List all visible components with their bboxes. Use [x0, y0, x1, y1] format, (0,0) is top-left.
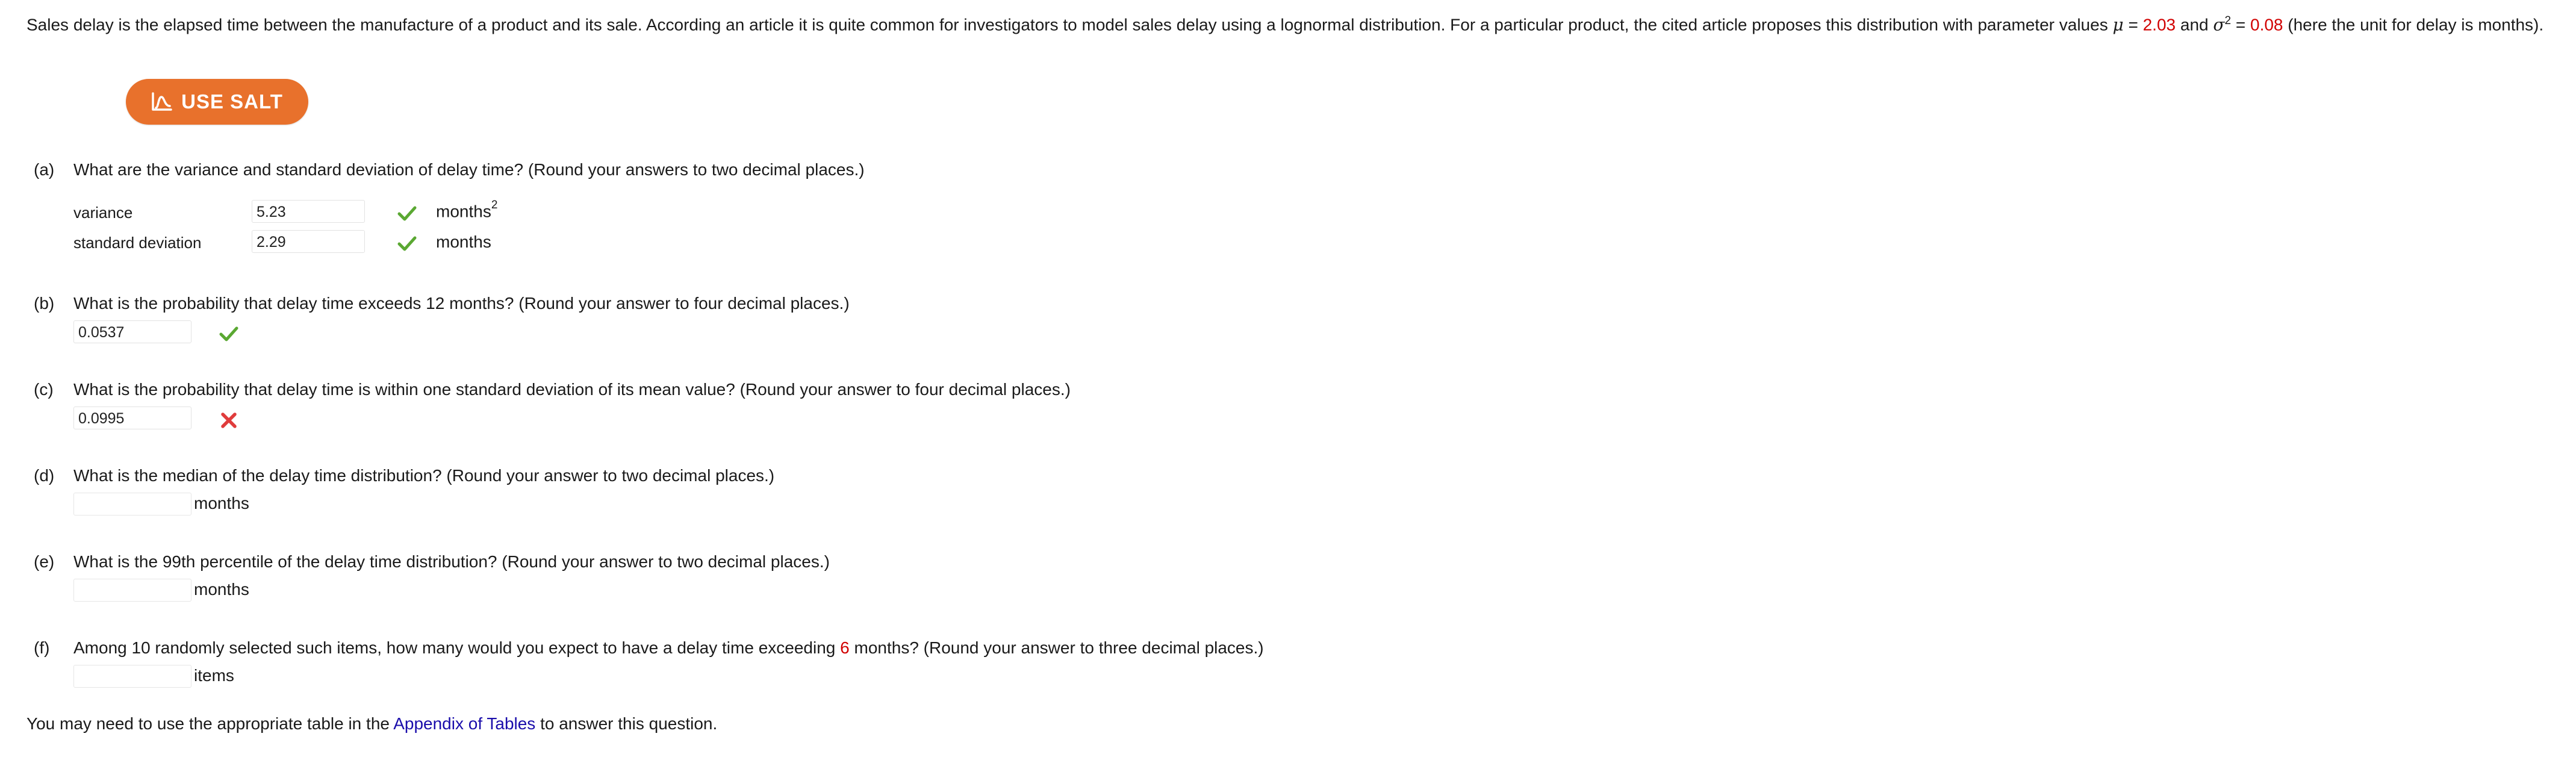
- use-salt-button[interactable]: [126, 79, 308, 125]
- sigma-symbol: σ: [2213, 14, 2225, 35]
- variance-unit-sup: 2: [491, 199, 498, 211]
- question-page: [26, 8, 2562, 733]
- part-f-highlight: 6: [840, 638, 850, 657]
- part-e-letter: (e): [34, 552, 55, 571]
- part-c-letter: (c): [34, 380, 54, 399]
- sigma-superscript: 2: [2224, 14, 2232, 27]
- part-b-input[interactable]: 0.0537: [73, 320, 191, 343]
- part-a-question: What are the variance and standard deviation of delay time? (Round your answers to two decimal places.): [73, 160, 865, 179]
- problem-statement: [26, 8, 2556, 37]
- salt-chart-icon: [151, 92, 173, 112]
- part-d-question: What is the median of the delay time distribution? (Round your answer to two decimal places.): [73, 466, 775, 485]
- appendix-of-tables-link[interactable]: Appendix of Tables: [393, 714, 536, 733]
- variance-unit: [436, 201, 497, 221]
- correct-check-icon: [396, 232, 418, 254]
- part-d-letter: (d): [34, 466, 55, 485]
- part-b-letter: (b): [34, 294, 55, 313]
- correct-check-icon: [396, 202, 418, 224]
- part-c-question: What is the probability that delay time is within one standard deviation of its mean value? (Round your answer to four decimal places.): [73, 380, 1071, 399]
- part-e-question: What is the 99th percentile of the delay time distribution? (Round your answer to two decimal places.): [73, 552, 830, 571]
- part-e-unit: months: [194, 580, 249, 599]
- mu-value: 2.03: [2142, 15, 2176, 34]
- std-dev-input[interactable]: 2.29: [252, 230, 365, 253]
- part-a-letter: (a): [34, 160, 55, 179]
- std-dev-label: standard deviation: [73, 234, 202, 252]
- incorrect-x-icon: [218, 410, 240, 431]
- correct-check-icon: [218, 323, 240, 344]
- intro-text-2: (here the unit for delay is months).: [2283, 15, 2544, 34]
- part-f-question-pre: Among 10 randomly selected such items, how many would you expect to have a delay time exceeding: [73, 638, 841, 657]
- sigma-value: 0.08: [2250, 15, 2283, 34]
- footer-note: [26, 714, 717, 734]
- equals-sign-2: =: [2231, 15, 2250, 34]
- variance-label: variance: [73, 204, 133, 222]
- part-d-unit: months: [194, 494, 249, 512]
- part-c-input[interactable]: 0.0995: [73, 406, 191, 429]
- use-salt-label: USE SALT: [181, 90, 283, 113]
- part-b-question: What is the probability that delay time exceeds 12 months? (Round your answer to four decimal places.): [73, 294, 850, 313]
- footer-pre: You may need to use the appropriate table in the: [26, 714, 394, 733]
- part-f-letter: (f): [34, 638, 50, 657]
- intro-text-1: Sales delay is the elapsed time between the manufacture of a product and its sale. According an article it is quite common for investigators to model sales delay using a lognormal distribution. For a particular product, the cited article proposes this distribution with parameter values: [26, 15, 2113, 34]
- footer-post: to answer this question.: [535, 714, 718, 733]
- part-f-question-post: months? (Round your answer to three decimal places.): [849, 638, 1264, 657]
- variance-input[interactable]: 5.23: [252, 200, 365, 223]
- variance-unit-text: months: [436, 202, 491, 221]
- and-text: and: [2176, 15, 2214, 34]
- mu-symbol: μ: [2112, 14, 2124, 35]
- part-f-question: [73, 637, 1264, 659]
- part-f-input[interactable]: [73, 665, 191, 688]
- part-e-input[interactable]: [73, 579, 191, 602]
- part-f-unit: items: [194, 666, 234, 685]
- std-dev-unit: months: [436, 232, 491, 251]
- equals-sign-1: =: [2123, 15, 2143, 34]
- part-d-input[interactable]: [73, 493, 191, 515]
